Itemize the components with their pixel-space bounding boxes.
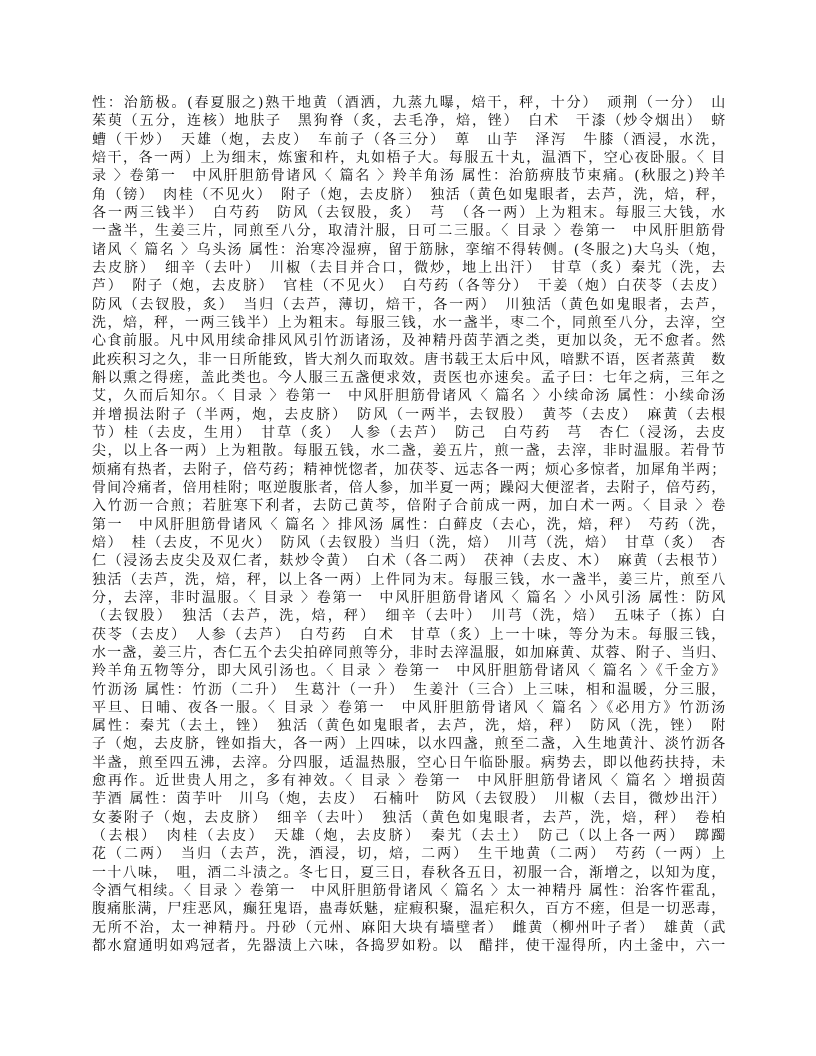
text-line: 茱萸（五分，连核）地肤子 黑狗脊（炙，去毛净，焙，锉） 白术 干漆（炒令烟出） 蛴 xyxy=(92,113,725,130)
text-line: 子（炮，去皮脐，锉如指大，各一两）上四味，以水四盏，煎至二盏，入生地黄汁、淡竹沥各 xyxy=(92,736,725,753)
text-line: 心食前服。凡中风用续命排风风引竹沥诸汤，及神精丹茵芋酒之类，更加以灸，无不愈者。然 xyxy=(92,333,725,350)
text-line: 一盏半，生姜三片，同煎至八分，取清汁服，日可二三服。〈 目录 〉卷第一 中风肝胆筋骨 xyxy=(92,223,725,240)
text-line: 去皮脐） 细辛（去叶） 川椒（去目并合口，微炒，地上出汗） 甘草（炙）秦艽（洗，去 xyxy=(92,259,725,276)
text-line: 腹痛胀满，尸疰恶风，癫狂鬼语，蛊毒妖魅，症瘕积聚，温疟积久，百方不瘥，但是一切恶毒， xyxy=(92,901,725,918)
text-line: 各一两三钱半） 白芍药 防风（去钗股，炙） 芎 （各一两）上为粗末。每服三大钱，水 xyxy=(92,204,725,221)
text-line: 分，去滓，非时温服。〈 目录 〉卷第一 中风肝胆筋骨诸风〈 篇名 〉小风引汤 属性：防风 xyxy=(92,589,725,606)
text-line: 水一盏，姜三片，杏仁五个去尖拍碎同煎等分，非时去滓温服，如加麻黄、苁蓉、附子、当归、 xyxy=(92,644,725,661)
text-line: 螬（干炒） 天雄（炮，去皮） 车前子（各三分） 萆 山芋 泽泻 牛膝（酒浸，水洗， xyxy=(92,131,725,148)
text-line: 羚羊角五物等分，即大风引汤也。〈 目录 〉卷第一 中风肝胆筋骨诸风〈 篇名 〉《千金方》 xyxy=(92,663,725,680)
text-line: 芦） 附子（炮，去皮脐） 官桂（不见火） 白芍药（各等分） 干姜（炮）白茯苓（去皮） xyxy=(92,278,725,295)
text-line: 入竹沥一合煎；若脏寒下利者，去防己黄芩，倍附子合前成一两，加白术一两。〈 目录 〉卷 xyxy=(92,498,725,515)
text-line: 半盏，煎至四五沸，去滓。分四服，适温热服，空心日午临卧服。病势去，即以他药扶持，未 xyxy=(92,754,725,771)
text-line: 花（二两） 当归（去芦，洗，酒浸，切，焙，二两） 生干地黄（二两） 芍药（一两）上 xyxy=(92,846,725,863)
text-line: 愈再作。近世贵人用之，多有神效。〈 目录 〉卷第一 中风肝胆筋骨诸风〈 篇名 〉增损茵 xyxy=(92,773,725,790)
text-line: 都水窟通明如鸡冠者，先器渍上六味，各捣罗如粉。以 醋拌，使干湿得所，内土釜中，六一 xyxy=(92,938,725,955)
text-line: 录 〉卷第一 中风肝胆筋骨诸风〈 篇名 〉羚羊角汤 属性：治筋痹肢节束痛。(秋服之)羚羊 xyxy=(92,168,725,185)
text-line: 节）桂（去皮，生用） 甘草（炙） 人参（去芦） 防己 白芍药 芎 杏仁（浸汤，去皮 xyxy=(92,424,725,441)
text-line: （去根） 肉桂（去皮） 天雄（炮，去皮脐） 秦艽（去土） 防己（以上各一两） 踯躅 xyxy=(92,828,725,845)
text-line: 无所不治，太一神精丹。丹砂（元州、麻阳大块有墙壁者） 雌黄（柳州叶子者） 雄黄（武 xyxy=(92,919,725,936)
text-line: 仁（浸汤去皮尖及双仁者，麸炒令黄） 白术（各二两） 茯神（去皮、木） 麻黄（去根节） xyxy=(92,553,725,570)
text-line: 诸风〈 篇名 〉乌头汤 属性：治寒冷湿痹，留于筋脉，挛缩不得转侧。(冬服之)大乌头（炮， xyxy=(92,241,725,258)
text-line: 令酒气相续。〈 目录 〉卷第一 中风肝胆筋骨诸风〈 篇名 〉太一神精丹 属性：治客忤霍乱， xyxy=(92,883,725,900)
text-line: 角（镑） 肉桂（不见火） 附子（炮，去皮脐） 独活（黄色如鬼眼者，去芦，洗，焙，秤， xyxy=(92,186,725,203)
text-line: 斛以熏之得瘥，盖此类也。今人服三五盏便求效，责医也亦速矣。孟子曰：七年之病，三年之 xyxy=(92,369,725,386)
text-line: 第一 中风肝胆筋骨诸风〈 篇名 〉排风汤 属性：白藓皮（去心，洗，焙，秤） 芍药（洗， xyxy=(92,516,725,533)
text-line: 尖，以上各一两）上为粗散。每服五钱，水二盏，姜五片，煎一盏，去滓，非时温服。若骨节 xyxy=(92,443,725,460)
document-page xyxy=(92,94,725,955)
text-line: 性：治筋极。(春夏服之)熟干地黄（酒洒，九蒸九曝，焙干，秤，十分） 顽荆（一分） 山 xyxy=(92,95,725,111)
text-line: （去钗股） 独活（去芦，洗，焙，秤） 细辛（去叶） 川芎（洗，焙） 五味子（拣）白 xyxy=(92,608,725,625)
text-line: 独活（去芦，洗，焙，秤，以上各一两）上件同为末。每服三钱，水一盏半，姜三片，煎至八 xyxy=(92,571,725,588)
text-line: 芋酒 属性：茵芋叶 川乌（炮，去皮） 石楠叶 防风（去钗股） 川椒（去目，微炒出汗） xyxy=(92,791,725,808)
text-line: 艾，久而后知尔。〈 目录 〉卷第一 中风肝胆筋骨诸风〈 篇名 〉小续命汤 属性：小续命汤 xyxy=(92,388,725,405)
text-line: 一十八味， 咀，酒二斗渍之。冬七日，夏三日，春秋各五日，初服一合，渐增之，以知为度， xyxy=(92,864,725,881)
text-line: 骨间冷痛者，倍用桂附；呕逆腹胀者，倍人参，加半夏一两；躁闷大便涩者，去附子，倍芍药， xyxy=(92,479,725,496)
text-line: 茯苓（去皮） 人参（去芦） 白芍药 白术 甘草（炙）上一十味，等分为末。每服三钱， xyxy=(92,626,725,643)
text-line: 属性：秦艽（去土，锉） 独活（黄色如鬼眼者，去芦，洗，焙，秤） 防风（洗，锉） 附 xyxy=(92,718,725,735)
text-line: 此疾积习之久，非一日所能致，皆大剂久而取效。唐书载王太后中风，喑默不语，医者蒸黄 数 xyxy=(92,351,725,368)
text-line: 焙） 桂（去皮，不见火） 防风（去钗股）当归（洗，焙） 川芎（洗，焙） 甘草（炙） 杏 xyxy=(92,534,725,551)
text-line: 防风（去钗股，炙） 当归（去芦，薄切，焙干，各一两） 川独活（黄色如鬼眼者，去芦， xyxy=(92,296,725,313)
text-line: 烦痛有热者，去附子，倍芍药；精神恍惚者，加茯苓、远志各一两；烦心多惊者，加犀角半两； xyxy=(92,461,725,478)
text-line: 女萎附子（炮，去皮脐） 细辛（去叶） 独活（黄色如鬼眼者，去芦，洗，焙，秤） 卷柏 xyxy=(92,809,725,826)
text-line: 洗，焙，秤，一两三钱半）上为粗末。每服三钱，水一盏半，枣二个，同煎至八分，去滓，空 xyxy=(92,314,725,331)
text-line: 竹沥汤 属性：竹沥（二升） 生葛汁（一升） 生姜汁（三合）上三味，相和温暖，分三服， xyxy=(92,681,725,698)
text-line: 焙干，各一两）上为细末，炼蜜和杵，丸如梧子大。每服五十丸，温酒下，空心夜卧服。〈 目 xyxy=(92,149,725,166)
text-line: 平旦、日晡、夜各一服。〈 目录 〉卷第一 中风肝胆筋骨诸风〈 篇名 〉《必用方》竹沥汤 xyxy=(92,699,725,716)
text-line: 并增损法附子（半两，炮，去皮脐） 防风（一两半，去钗股） 黄芩（去皮） 麻黄（去根 xyxy=(92,406,725,423)
